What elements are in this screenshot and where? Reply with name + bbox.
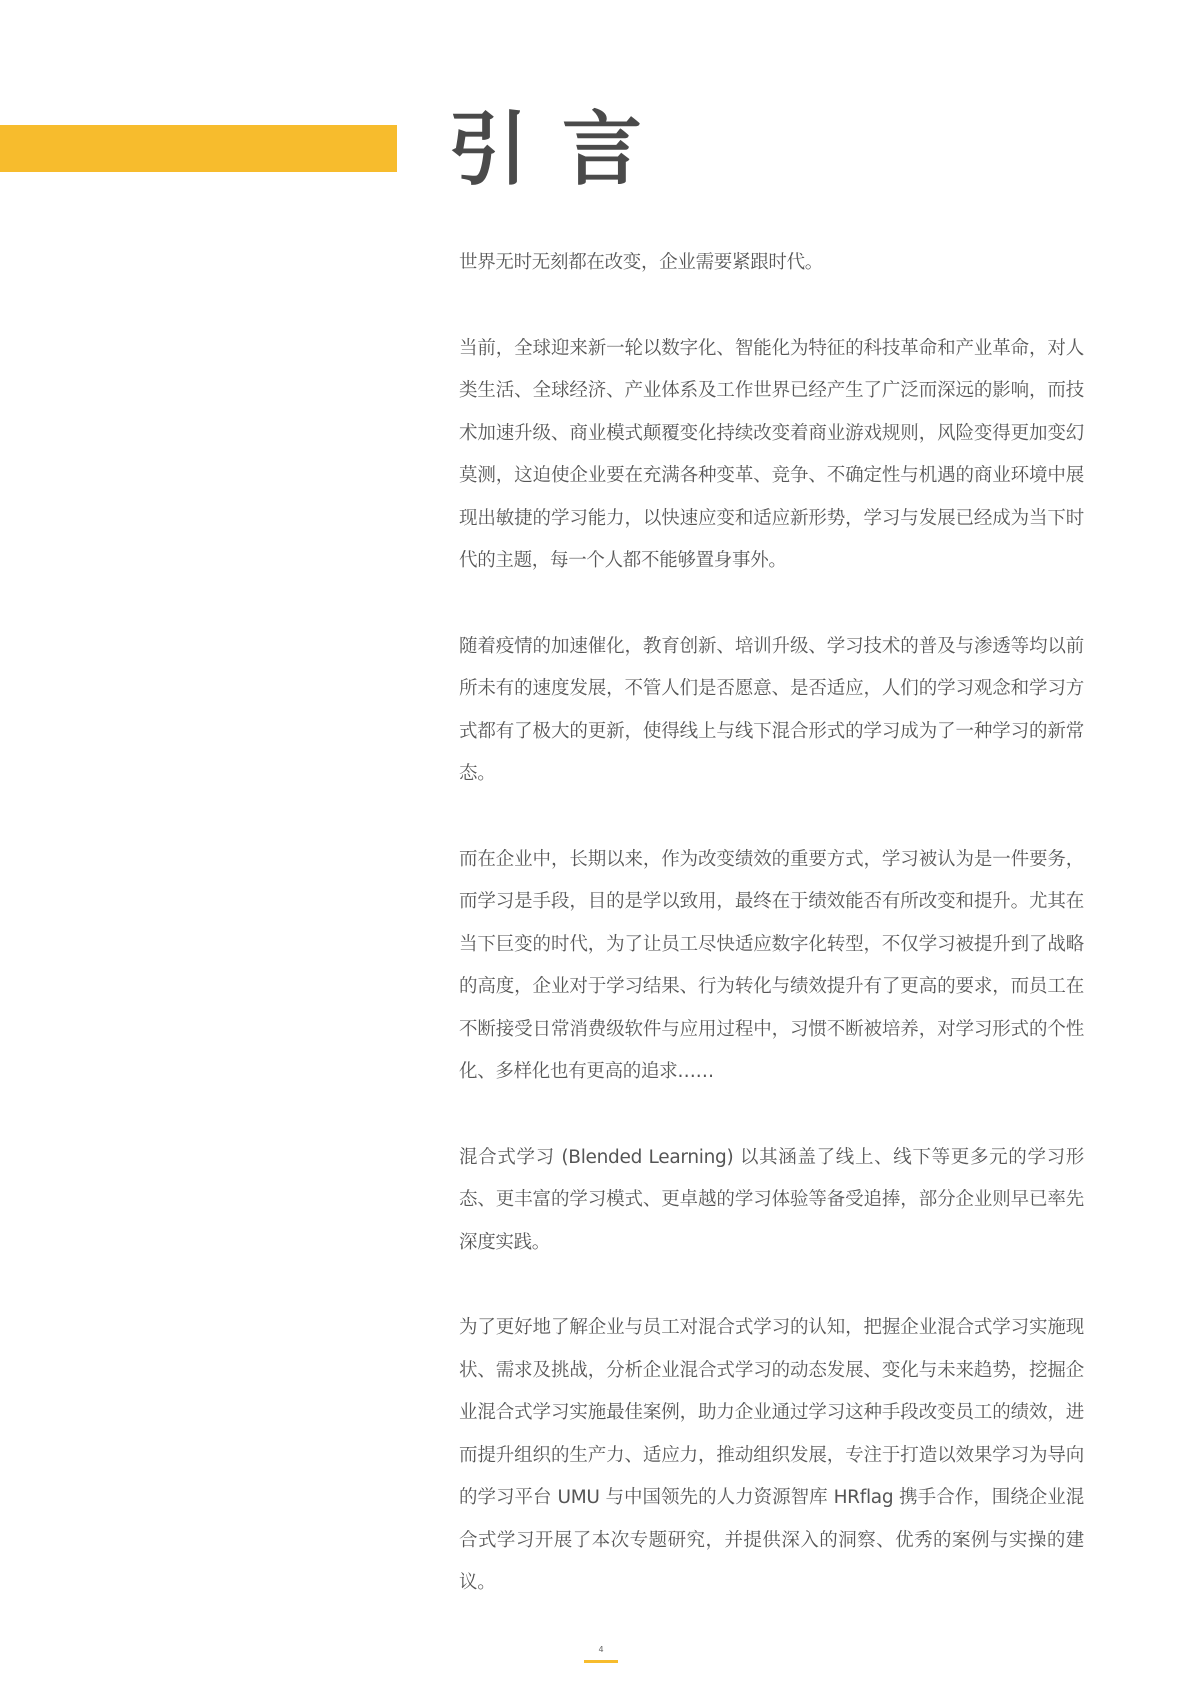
- page-title: 引言: [448, 103, 676, 196]
- paragraph-4: 而在企业中，长期以来，作为改变绩效的重要方式，学习被认为是一件要务，而学习是手段，目的是学以致用，最终在于绩效能否有所改变和提升。尤其在当下巨变的时代，为了让员工尽快适应数字化转型，不仅学习被提升到了战略的高度，企业对于学习结果、行为转化与绩效提升有了更高的要求，而员工在不断接受日常消费级软件与应用过程中，习惯不断被培养，对学习形式的个性化、多样化也有更高的追求……: [459, 848, 1084, 1082]
- paragraph-5: 混合式学习 (Blended Learning) 以其涵盖了线上、线下等更多元的学习形态、更丰富的学习模式、更卓越的学习体验等备受追捧，部分企业则早已率先深度实践。: [459, 1146, 1084, 1253]
- page-number-underline: [584, 1660, 618, 1663]
- paragraph-2: 当前，全球迎来新一轮以数字化、智能化为特征的科技革命和产业革命，对人类生活、全球经济、产业体系及工作世界已经产生了广泛而深远的影响，而技术加速升级、商业模式颠覆变化持续改变着商业游戏规则，风险变得更加变幻莫测，这迫使企业要在充满各种变革、竞争、不确定性与机遇的商业环境中展现出敏捷的学习能力，以快速应变和适应新形势，学习与发展已经成为当下时代的主题，每一个人都不能够置身事外。: [459, 337, 1084, 571]
- accent-bar: [0, 125, 397, 172]
- paragraph-1: 世界无时无刻都在改变，企业需要紧跟时代。: [459, 252, 824, 273]
- body-text: [459, 242, 1084, 1648]
- page-footer: [584, 1645, 618, 1663]
- paragraph-6: 为了更好地了解企业与员工对混合式学习的认知，把握企业混合式学习实施现状、需求及挑战，分析企业混合式学习的动态发展、变化与未来趋势，挖掘企业混合式学习实施最佳案例，助力企业通过学习这种手段改变员工的绩效，进而提升组织的生产力、适应力，推动组织发展，专注于打造以效果学习为导向的学习平台 UMU 与中国领先的人力资源智库 HRflag 携手合作，围绕企业混合式学习开展了本次专题研究，并提供深入的洞察、优秀的案例与实操的建议。: [459, 1317, 1084, 1593]
- page-number: 4: [598, 1645, 604, 1654]
- paragraph-3: 随着疫情的加速催化，教育创新、培训升级、学习技术的普及与渗透等均以前所未有的速度发展，不管人们是否愿意、是否适应，人们的学习观念和学习方式都有了极大的更新，使得线上与线下混合形式的学习成为了一种学习的新常态。: [459, 635, 1084, 784]
